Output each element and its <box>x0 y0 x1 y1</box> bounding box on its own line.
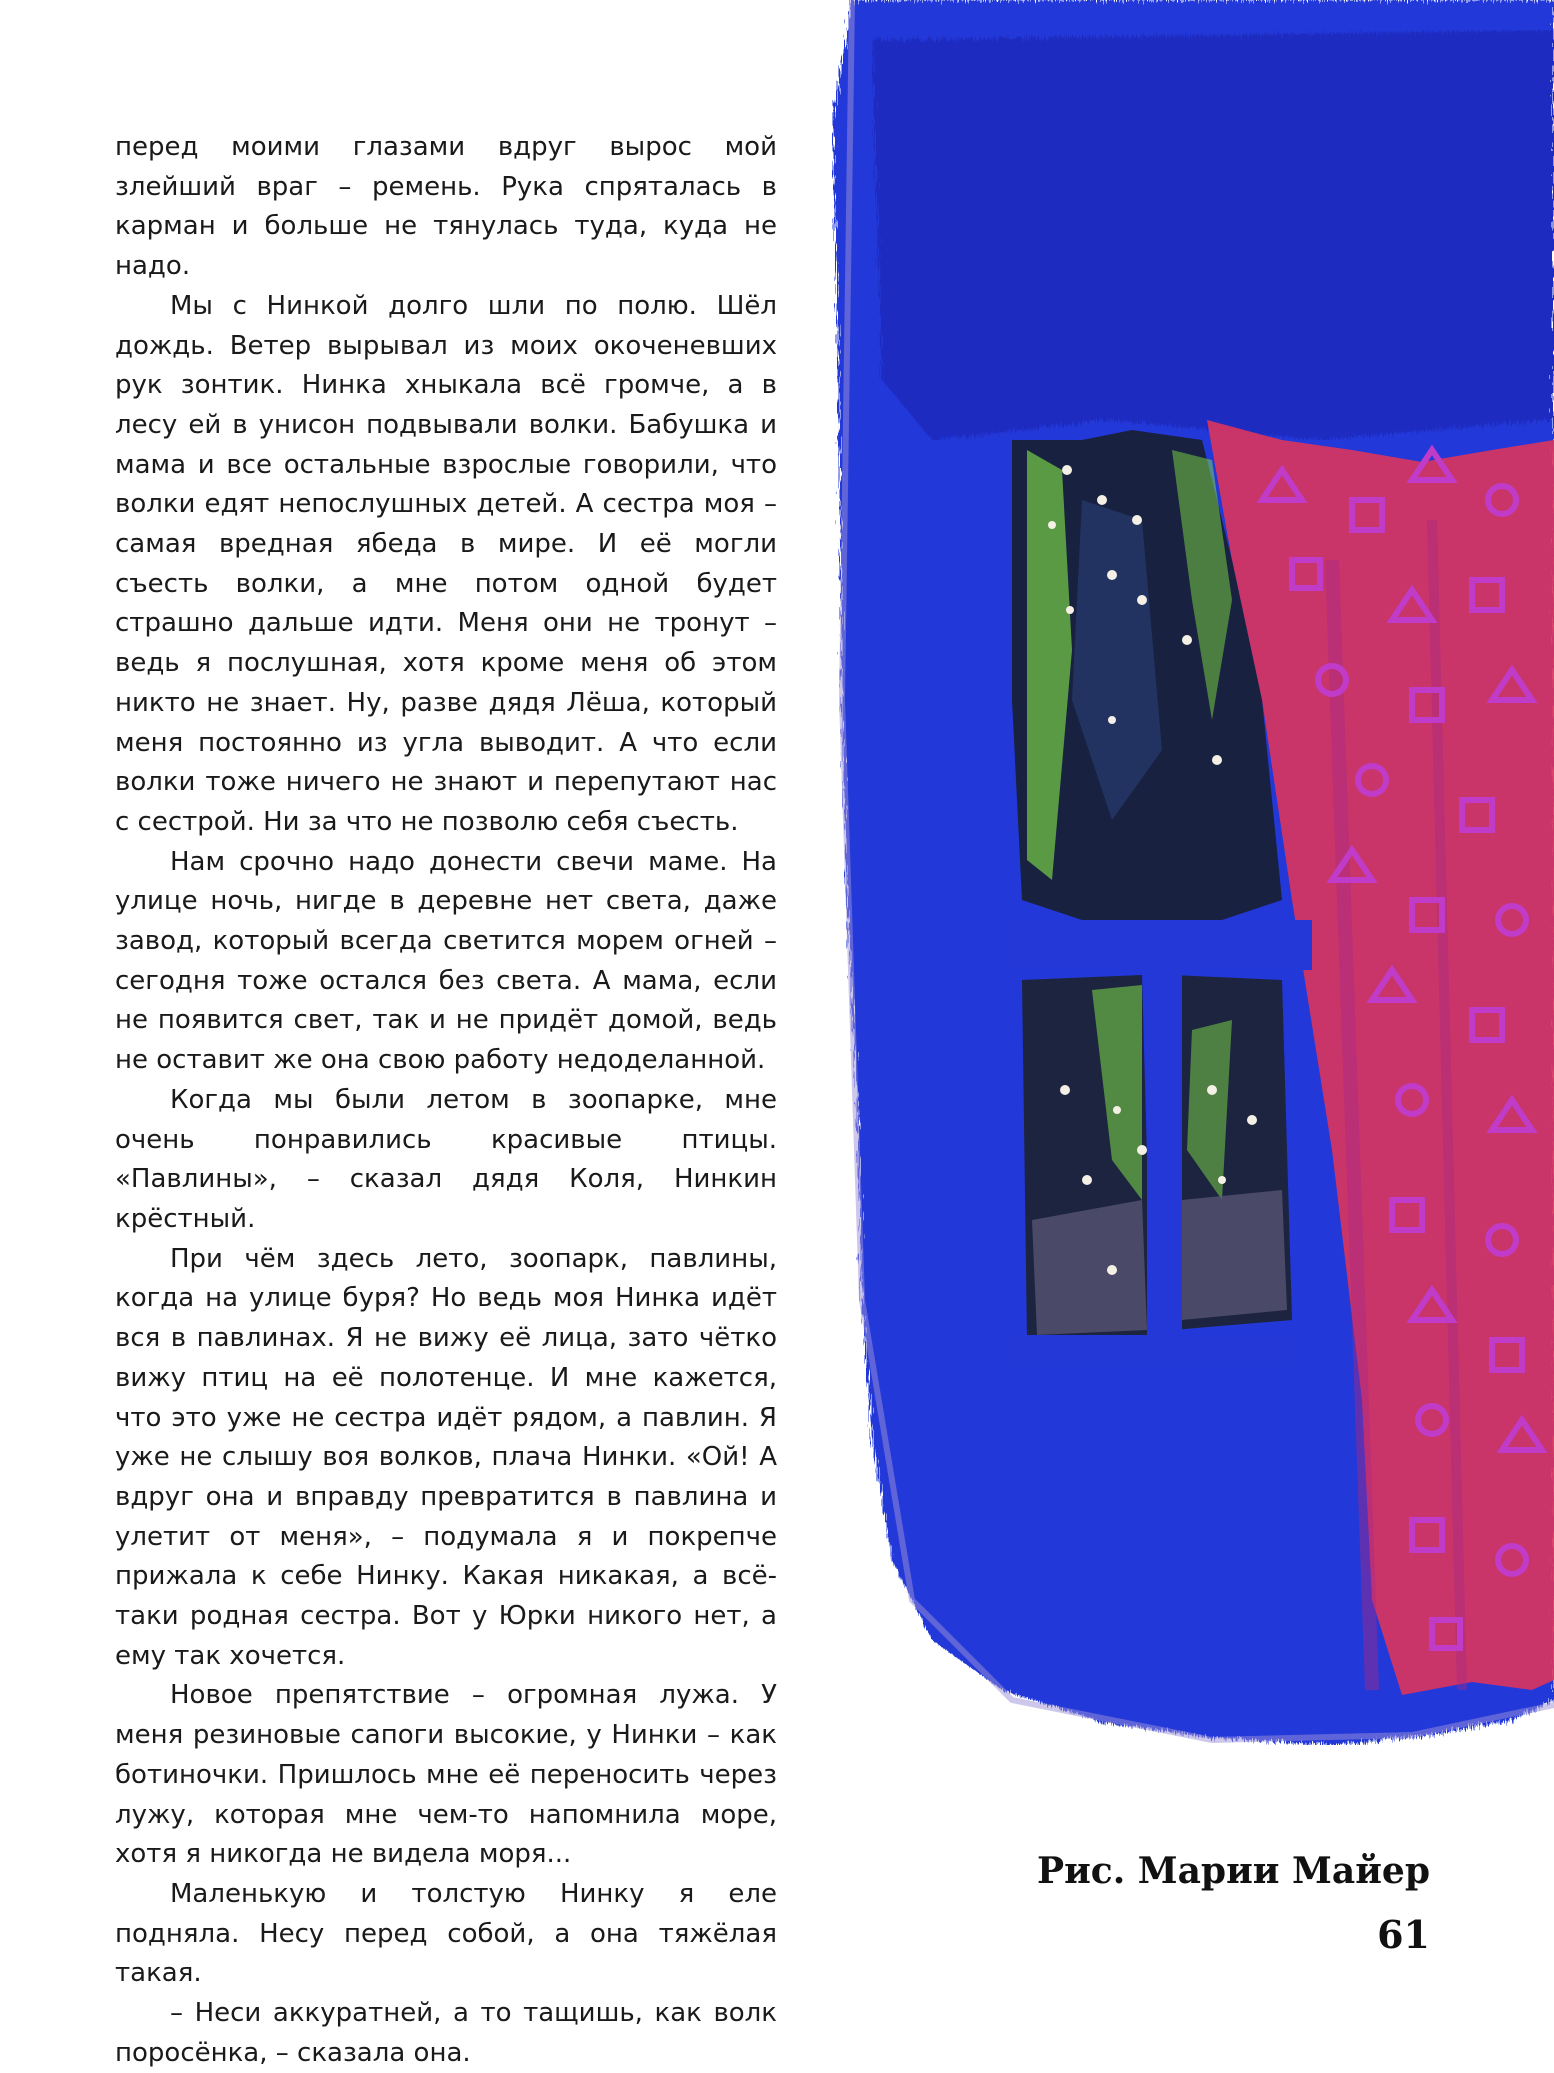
window-drawing-illustration <box>812 0 1554 1770</box>
paragraph: перед моими глазами вдруг вырос мой злейший враг – ремень. Рука спряталась в карман и больше не тянулась туда, куда не надо. <box>115 132 777 282</box>
paragraph: Новое препятствие – огромная лужа. У меня резиновые сапоги высокие, у Нинки – как ботиночки. Пришлось мне её переносить через лужу, которая мне чем-то напомнила море, хотя я никогда не видела моря... <box>115 1680 777 1870</box>
paragraph: Маленькую и толстую Нинку я еле подняла. Несу перед собой, а она тяжёлая такая. <box>115 1878 777 1989</box>
illustration-caption: Рис. Марии Майер <box>1037 1850 1430 1892</box>
paragraph: При чём здесь лето, зоопарк, павлины, когда на улице буря? Но ведь моя Нинка идёт вся в павлинах. Я не вижу её лица, зато чётко вижу птиц на её полотенце. И мне кажется, что это уже не сестра идёт рядом, а павлин. Я уже не слышу воя волков, плача Нинки. «Ой! А вдруг она и вправду превратится в павлина и улетит от меня», – подумала я и покрепче прижала к себе Нинку. Какая никакая, а всё-таки родная сестра. Вот у Юрки никого нет, а ему так хочется. <box>115 1243 777 1671</box>
paragraph: Мы с Нинкой долго шли по полю. Шёл дождь. Ветер вырывал из моих окоченевших рук зонтик. Нинка хныкала всё громче, а в лесу ей в унисон подвывали волки. Бабушка и мама и все остальные взрослые говорили, что волки едят непослушных детей. А сестра моя – самая вредная ябеда в мире. И её могли съесть волки, а мне потом одной будет страшно дальше идти. Меня они не тронут – ведь я послушная, хотя кроме меня об этом никто не знает. Ну, разве дядя Лёша, который меня постоянно из угла выводит. А что если волки тоже ничего не знают и перепутают нас с сестрой. Ни за что не позволю себя съесть. <box>115 290 777 837</box>
window-mullion <box>1147 950 1182 1350</box>
paragraph: – Неси аккуратней, а то тащишь, как волк поросёнка, – сказала она. <box>115 1998 777 2068</box>
page-number: 61 <box>1377 1912 1430 1957</box>
paragraph: Нам срочно надо донести свечи маме. На улице ночь, нигде в деревне нет света, даже завод, который всегда светится морем огней – сегодня тоже остался без света. А мама, если не появится свет, так и не придёт домой, ведь не оставит же она свою работу недоделанной. <box>115 846 777 1076</box>
paragraph: Когда мы были летом в зоопарке, мне очень понравились красивые птицы. «Павлины», – сказал дядя Коля, Нинкин крёстный. <box>115 1084 777 1234</box>
wall-shading <box>872 30 1554 440</box>
story-text <box>115 128 777 2073</box>
